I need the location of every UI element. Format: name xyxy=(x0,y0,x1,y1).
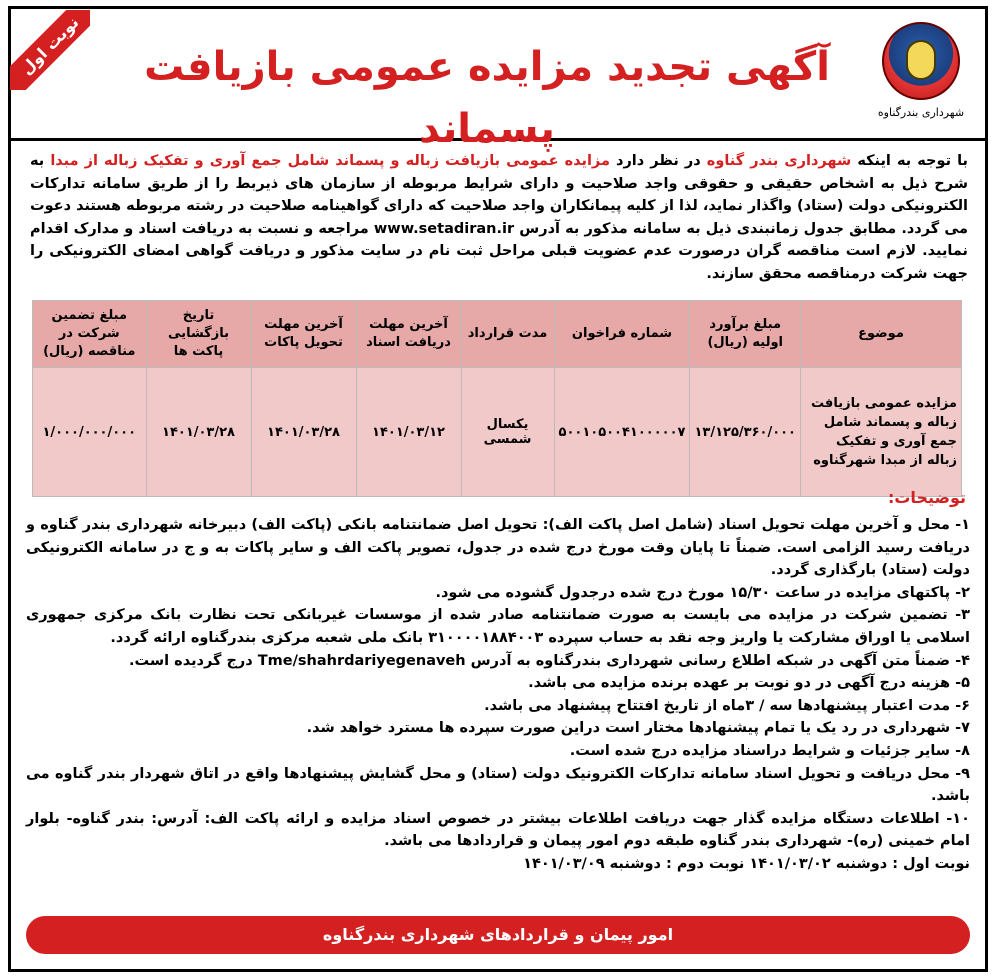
col-subject: موضوع xyxy=(801,301,962,368)
notes-title: توضیحات: xyxy=(887,488,966,507)
notice-header xyxy=(10,10,986,152)
note-10: ۱۰- اطلاعات دستگاه مزایده گذار جهت دریافت اطلاعات بیشتر در خصوص اسناد مزایده و ارائه پاکت الف: آدرس: بندر گناوه- بلوار امام خمینی (ره)- شهرداری بندر گناوه طبقه دوم امور پیمان و قراردادها می باشد. xyxy=(26,810,970,850)
cell-estimate: ۱۳/۱۲۵/۳۶۰/۰۰۰ xyxy=(690,368,801,497)
intro-text-3: به شرح ذیل به اشخاص حقیقی و حقوقی واجد صلاحیت و دارای شرایط مربوطه از سازمان های ذیربط را از طریق سامانه تدارکات الکترونیکی دولت (ستاد) واگذار نماید، لذا از کلیه پیمانکاران واجد صلاحیت که دارای گواهینامه صلاحیت در رشته مربوطه هستند دعوت می گردد. مطابق جدول زمانبندی ذیل به سامانه مذکور به آدرس xyxy=(30,153,968,237)
title-box xyxy=(108,36,866,152)
footer-banner xyxy=(26,916,970,954)
auction-table xyxy=(32,300,962,497)
table-row xyxy=(33,368,962,497)
intro-paragraph xyxy=(30,150,968,285)
cell-opening-date: ۱۴۰۱/۰۳/۲۸ xyxy=(146,368,251,497)
emblem-center xyxy=(906,40,936,80)
notice-title: آگهی تجدید مزایده عمومی بازیافت پسماند xyxy=(144,44,830,152)
note-9: ۹- محل دریافت و تحویل اسناد سامانه تدارکات الکترونیک دولت (ستاد) و محل گشایش پیشنهادها واقع در اتاق شهردار بندر گناوه می باشد. xyxy=(26,765,970,805)
note-6: ۶- مدت اعتبار پیشنهادها سه / ۳ماه از تاریخ افتتاح پیشنهاد می باشد. xyxy=(484,697,970,714)
col-duration: مدت قرارداد xyxy=(461,301,554,368)
setad-url: www.setadiran.ir xyxy=(373,220,515,237)
edition-badge-label: نوبت اول xyxy=(10,10,90,90)
note-5: ۵- هزینه درج آگهی در دو نوبت بر عهده برنده مزایده می باشد. xyxy=(528,675,970,692)
cell-duration: یکسال شمسی xyxy=(461,368,554,497)
intro-text-1: با توجه به اینکه xyxy=(851,153,968,169)
col-estimate: مبلغ برآورد اولیه (ریال) xyxy=(690,301,801,368)
cell-doc-deadline: ۱۴۰۱/۰۳/۱۲ xyxy=(356,368,461,497)
cell-subject: مزایده عمومی بازیافت زباله و پسماند شامل جمع آوری و تفکیک زباله از مبدا شهرگناوه xyxy=(801,368,962,497)
cell-envelope-deadline: ۱۴۰۱/۰۳/۲۸ xyxy=(251,368,356,497)
note-8: ۸- سایر جزئیات و شرایط دراسناد مزایده درج شده است. xyxy=(569,742,970,759)
municipality-logo xyxy=(866,22,976,132)
organization-name: شهرداری بندر گناوه xyxy=(706,153,852,169)
note-1: ۱- محل و آخرین مهلت تحویل اسناد (شامل اصل پاکت الف): تحویل اصل ضمانتنامه بانکی (پاکت الف) دبیرخانه شهرداری بندر گناوه و دریافت رسید الزامی است. ضمناً تا پایان وقت مورخ درج شده در جدول، تصویر پاکت الف و سایر پاکات به و ج در سامانه الکترونیکی دولت (ستاد) بارگذاری گردد. xyxy=(26,517,970,579)
publication-dates: نوبت اول : دوشنبه ۱۴۰۱/۰۳/۰۲ نوبت دوم : دوشنبه ۱۴۰۱/۰۳/۰۹ xyxy=(523,855,970,872)
auction-subject: مزایده عمومی بازیافت زباله و پسماند شامل جمع آوری و تفکیک زباله از مبدا xyxy=(50,153,610,169)
col-guarantee: مبلغ تضمین شرکت در مناقصه (ریال) xyxy=(33,301,147,368)
note-4-text-a: ۴- ضمناً متن آگهی در شبکه اطلاع رسانی شهرداری بندرگناوه به آدرس xyxy=(465,652,970,669)
intro-text-2: در نظر دارد xyxy=(609,153,707,169)
note-4 xyxy=(26,650,970,673)
intro-text-4: مراجعه و نسبت به دریافت اسناد و مدارک اقدام نمایید. لازم است مناقصه گران درصورت عدم عضویت قبلی مراحل ثبت نام در سایت مذکور و دریافت گواهی امضای الکترونیکی را جهت شرکت درمناقصه محقق سازند. xyxy=(30,220,968,282)
emblem-icon xyxy=(882,22,960,100)
note-4-text-b: درج گردیده است. xyxy=(129,652,258,669)
table-header-row xyxy=(33,301,962,368)
note-7: ۷- شهرداری در رد یک یا تمام پیشنهادها مختار است دراین صورت سپرده ها مسترد خواهد شد. xyxy=(306,720,970,737)
edition-badge xyxy=(10,10,90,90)
col-doc-deadline: آخرین مهلت دریافت اسناد xyxy=(356,301,461,368)
col-opening-date: تاریخ بازگشایی پاکت ها xyxy=(146,301,251,368)
col-envelope-deadline: آخرین مهلت تحویل پاکات xyxy=(251,301,356,368)
note-2: ۲- پاکتهای مزایده در ساعت ۱۵/۳۰ مورخ درج شده درجدول گشوده می شود. xyxy=(435,584,970,601)
note-3: ۳- تضمین شرکت در مزایده می بایست به صورت ضمانتنامه صادر شده از موسسات غیربانکی تحت نظارت بانک مرکزی جمهوری اسلامی یا اوراق مشارکت یا واریز وجه نقد به حساب سپرده ۳۱۰۰۰۰۱۸۸۴۰۰۳ بانک ملی شعبه مرکزی بندرگناوه ارائه گردد. xyxy=(26,607,970,646)
logo-caption: شهرداری بندرگناوه xyxy=(877,106,965,119)
telegram-url: Tme/shahrdariyegenaveh xyxy=(257,652,466,669)
footer-text: امور پیمان و قراردادهای شهرداری بندرگناوه xyxy=(322,925,674,944)
cell-guarantee: ۱/۰۰۰/۰۰۰/۰۰۰ xyxy=(33,368,147,497)
cell-call-number: ۵۰۰۱۰۵۰۰۴۱۰۰۰۰۰۷ xyxy=(554,368,690,497)
notes-list xyxy=(26,514,970,876)
col-call-number: شماره فراخوان xyxy=(554,301,690,368)
